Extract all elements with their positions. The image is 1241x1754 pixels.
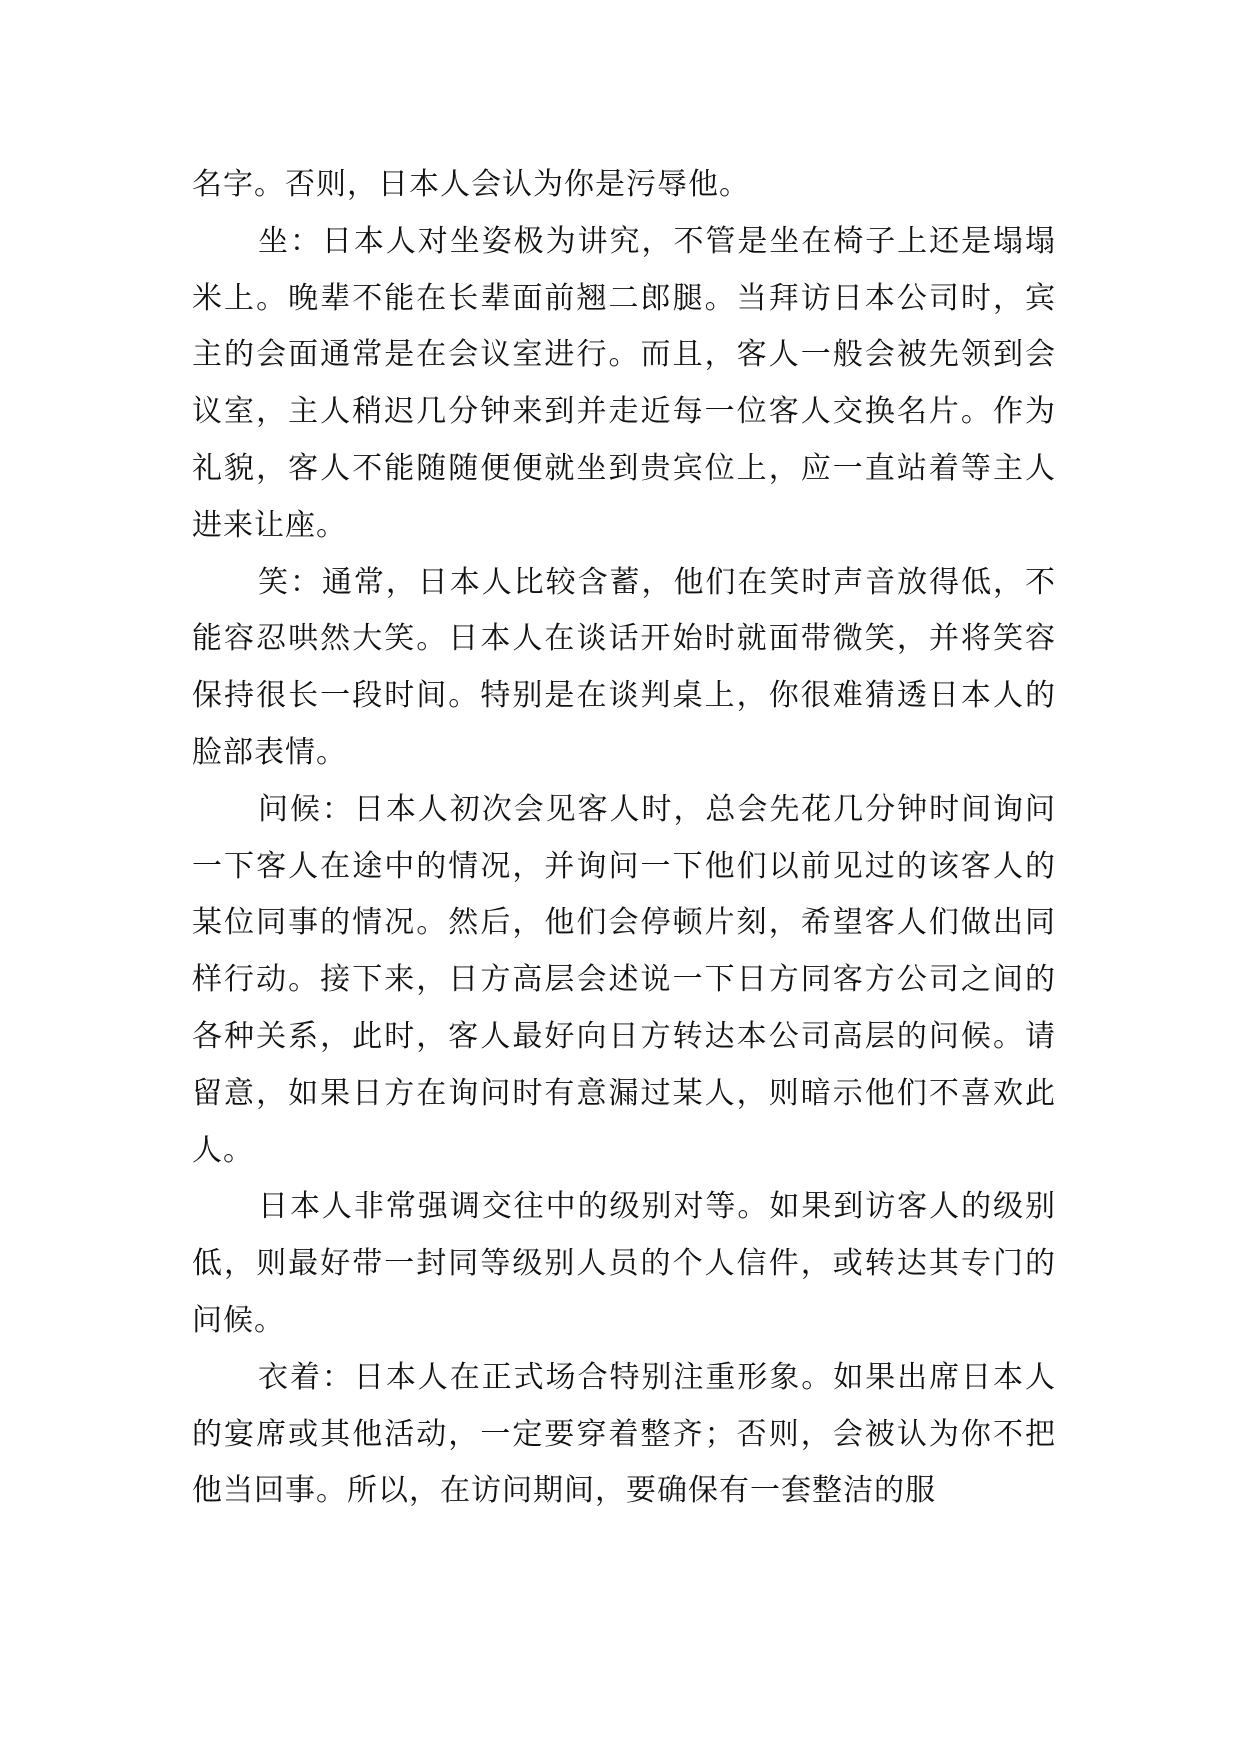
paragraph: 衣着：日本人在正式场合特别注重形象。如果出席日本人的宴席或其他活动，一定要穿着整齐；否则，会被认为你不把他当回事。所以，在访问期间，要确保有一套整洁的服 bbox=[192, 1359, 1056, 1509]
paragraph: 坐：日本人对坐姿极为讲究，不管是坐在椅子上还是塌塌米上。晚辈不能在长辈面前翘二郎腿。当拜访日本公司时，宾主的会面通常是在会议室进行。而且，客人一般会被先领到会议室，主人稍迟几分钟来到并走近每一位客人交换名片。作为礼貌，客人不能随随便便就坐到贵宾位上，应一直站着等主人进来让座。 bbox=[192, 223, 1056, 543]
paragraph: 问候：日本人初次会见客人时，总会先花几分钟时间询问一下客人在途中的情况，并询问一下他们以前见过的该客人的某位同事的情况。然后，他们会停顿片刻，希望客人们做出同样行动。接下来，日方高层会述说一下日方同客方公司之间的各种关系，此时，客人最好向日方转达本公司高层的问候。请留意，如果日方在询问时有意漏过某人，则暗示他们不喜欢此人。 bbox=[192, 791, 1056, 1168]
paragraph: 日本人非常强调交往中的级别对等。如果到访客人的级别低，则最好带一封同等级别人员的个人信件，或转达其专门的问候。 bbox=[192, 1189, 1056, 1338]
paragraph: 名字。否则，日本人会认为你是污辱他。 bbox=[192, 167, 750, 202]
body-text bbox=[192, 157, 1056, 1520]
paragraph: 笑：通常，日本人比较含蓄，他们在笑时声音放得低，不能容忍哄然大笑。日本人在谈话开始时就面带微笑，并将笑容保持很长一段时间。特别是在谈判桌上，你很难猜透日本人的脸部表情。 bbox=[192, 564, 1056, 770]
